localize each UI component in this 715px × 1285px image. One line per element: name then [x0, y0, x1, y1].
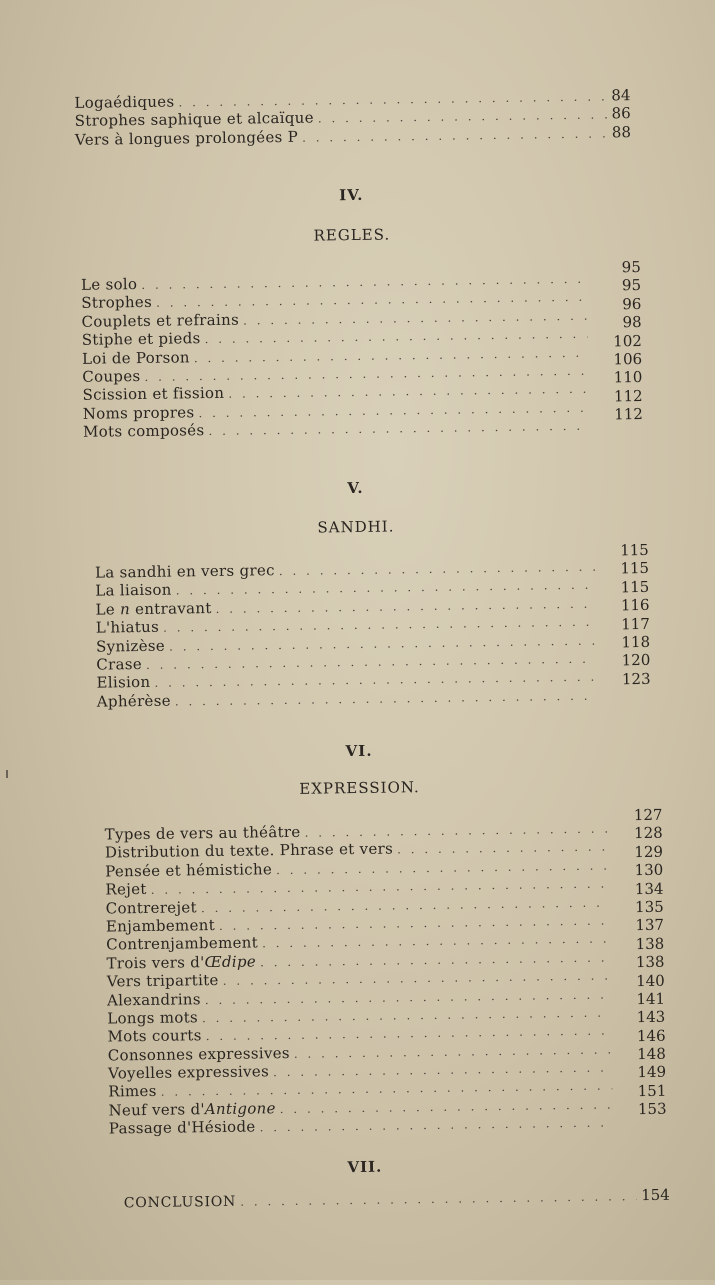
entry-label: Distribution du texte. Phrase et vers	[104, 839, 394, 862]
entry-page: 95	[621, 276, 642, 295]
entry-label: Contrenjambement	[106, 933, 259, 954]
entry-page: 135	[634, 897, 664, 917]
label-part: Le	[95, 600, 121, 619]
entries-column	[104, 806, 616, 1138]
entry-label: Le solo	[80, 275, 138, 294]
entry-page: 112	[613, 386, 643, 406]
entry-page: 112	[614, 405, 643, 424]
label-italic: n	[119, 599, 131, 619]
entry-page: 106	[613, 349, 643, 369]
entry-page: 115	[620, 540, 649, 560]
section-title-text: REGLES.	[313, 225, 391, 245]
entry-label: Passage d'Hésiode	[108, 1117, 256, 1138]
entry-label: La liaison	[95, 580, 172, 601]
entry-label: Scission et fission	[82, 384, 225, 405]
page-numbers-column	[634, 806, 667, 1119]
entry-label: Rimes	[108, 1082, 157, 1101]
entry-page: 143	[636, 1008, 666, 1027]
entry-page: 115	[620, 577, 650, 597]
entry-label: Strophes	[81, 293, 153, 313]
section-title-text: SANDHI.	[317, 517, 395, 537]
entry-label: Synizèse	[95, 636, 166, 656]
toc-entry	[124, 1186, 670, 1212]
section-numeral: IV.	[339, 185, 364, 205]
section-numeral: VI.	[345, 741, 373, 761]
entry-label: Strophes saphique et alcaïque	[74, 108, 314, 131]
entry-label: Aphérèse	[96, 691, 171, 711]
toc-section-6	[104, 806, 666, 1138]
page-numbers-column	[612, 258, 643, 424]
entry-label: Voyelles expressives	[107, 1062, 270, 1083]
entry-label: Elision	[96, 673, 151, 692]
page-numbers-column	[620, 541, 651, 689]
entry-page: 127	[633, 805, 663, 825]
entry-label: Longs mots	[107, 1008, 199, 1028]
entry-label: Stiphe et pieds	[81, 329, 201, 349]
section-numeral: V.	[347, 478, 364, 498]
entry-page: 148	[637, 1044, 666, 1064]
section-title	[0, 221, 709, 249]
entry-label: Loi de Porson	[81, 347, 190, 368]
entry-page: 130	[634, 860, 664, 880]
entry-page: 151	[637, 1081, 667, 1100]
entry-label: Couplets et refrains	[81, 310, 240, 331]
entry-page: 115	[620, 559, 650, 578]
entry-label: Coupes	[82, 366, 141, 386]
entry-label: Logaédiques	[74, 92, 175, 112]
entry-page: 134	[634, 879, 664, 898]
entry-page: 95	[621, 258, 641, 277]
entry-page: 123	[621, 669, 651, 689]
label-part: entravant	[129, 598, 212, 618]
section-title	[0, 513, 714, 541]
entries-column	[81, 259, 593, 442]
entry-page: 128	[633, 824, 663, 843]
entry-label: Contrerejet	[105, 897, 197, 918]
entry-page: 137	[635, 916, 665, 935]
entry-label: Mots courts	[107, 1026, 202, 1046]
entry-label: Noms propres	[82, 402, 195, 423]
entry-page: 140	[636, 971, 665, 990]
entry-page: 96	[622, 294, 642, 314]
toc-section-3	[74, 86, 631, 149]
entry-page: 110	[613, 368, 643, 387]
entry-page: 84	[611, 86, 631, 105]
entry-label: Types de vers au théâtre	[104, 822, 301, 844]
entry-page: 88	[611, 122, 632, 142]
entry-page: 118	[621, 632, 651, 652]
section-title-text: EXPRESSION.	[299, 778, 420, 798]
entry-label: Rejet	[105, 880, 147, 899]
entry-label: Pensée et hémistiche	[105, 859, 273, 881]
leader-dots	[259, 1114, 612, 1137]
margin-mark	[6, 770, 8, 778]
entry-page: 153	[637, 1099, 667, 1119]
label-italic: Œdipe	[204, 952, 257, 971]
entry-page: 154	[641, 1185, 670, 1205]
entry-page: 102	[613, 331, 642, 350]
entry-label	[106, 952, 256, 972]
section-numeral: VII.	[347, 1157, 383, 1177]
leader-dots	[302, 124, 608, 147]
toc-section-5	[95, 541, 651, 711]
label-part: Trois vers d'	[106, 952, 205, 973]
entry-label	[108, 1099, 275, 1120]
entry-page: 86	[611, 104, 631, 123]
entry-page: 120	[621, 651, 651, 670]
entry-label: Mots composés	[82, 421, 205, 441]
entry-page: 116	[620, 596, 650, 615]
entry-page: 117	[621, 614, 650, 633]
section-title	[2, 774, 715, 802]
leader-dots	[240, 1187, 637, 1211]
entry-page: 149	[637, 1063, 667, 1082]
label-italic: Antigone	[204, 1099, 276, 1119]
leader-dots	[208, 417, 589, 441]
entry-page: 138	[635, 934, 665, 953]
entry-page: 129	[634, 842, 664, 861]
toc-section-7	[124, 1186, 670, 1212]
entry-label: Crase	[96, 654, 143, 674]
entry-page: 146	[636, 1026, 666, 1045]
entry-label: Vers tripartite	[106, 971, 219, 991]
toc-section-4	[81, 258, 643, 441]
label-part: Neuf vers d'	[108, 1100, 205, 1120]
entries-column	[95, 542, 601, 711]
entry-label	[95, 599, 211, 619]
entry-label: Enjambement	[105, 915, 216, 936]
entry-label: Vers à longues prolongées P	[74, 127, 299, 149]
entry-page: 141	[636, 989, 666, 1009]
entry-page: 98	[622, 313, 642, 332]
entry-label: Alexandrins	[106, 989, 201, 1010]
entry-page: 138	[635, 952, 665, 972]
entry-label: L'hiatus	[95, 617, 160, 637]
entry-label: Consonnes expressives	[107, 1043, 290, 1065]
entry-label: CONCLUSION	[123, 1193, 237, 1212]
entry-label: La sandhi en vers grec	[94, 561, 275, 582]
